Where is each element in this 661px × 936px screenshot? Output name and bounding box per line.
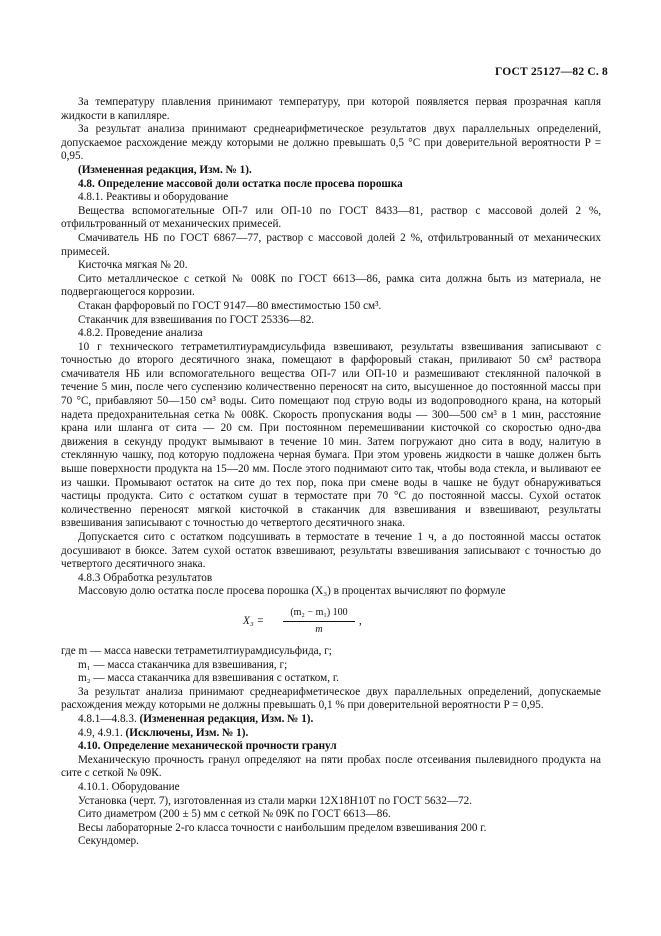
formula <box>61 606 601 640</box>
document-body <box>61 96 601 849</box>
paragraph: Допускается сито с остатком подсушивать в термостате в течение 1 ч, а до постоянной массы остаток досушивают в бюксе. Затем сухой остаток взвешивают, результаты взвешивания записывают с точностью до четвертого десятичного знака. <box>61 531 601 571</box>
paragraph: Стаканчик для взвешивания по ГОСТ 25336—82. <box>78 313 315 326</box>
section-heading: 4.8. Определение массовой доли остатка после просева порошка <box>78 177 403 190</box>
definition: m₂ — масса стаканчика для взвешивания с остатком, г. <box>78 672 339 685</box>
formula-fraction <box>283 606 355 636</box>
paragraph: За температуру плавления принимают температуру, при которой появляется первая прозрачная капля жидкости в капилляре. <box>61 96 601 122</box>
clause-range: 4.8.1—4.8.3. <box>78 712 140 725</box>
paragraph: Кисточка мягкая № 20. <box>78 259 188 272</box>
paragraph: Смачиватель НБ по ГОСТ 6867—77, раствор с массовой долей 2 %, отфильтрованный от механических примесей. <box>61 231 601 258</box>
paragraph: Секундомер. <box>78 835 139 848</box>
page-header: ГОСТ 25127—82 С. 8 <box>495 66 608 78</box>
amendment-note <box>61 713 601 727</box>
amendment-note: (Измененная редакция, Изм. № 1). <box>78 163 252 176</box>
paragraph: 10 г технического тетраметилтиурамдисульфида взвешивают, результаты взвешивания записывают с точностью до второго десятичного знака, помещают в фарфоровый стакан, приливают 50 см³ раствора смачивателя НБ или вспомогательного вещества ОП-7 или ОП-10 и размешивают стеклянной палочкой в течение 5 мин, после чего суспензию количественно переносят на сито, высушенное до постоянной массы при 70 °С, прибавляют 50—150 см³ воды. Сито помещают под струю воды из водопроводного крана, на который надета предохранительная сетка № 008К. Скорость пропускания воды — 300—500 см³ в 1 мин, расстояние крана или шланга от сита — 20 см. При постоянном перемешивании кисточкой со скоростью одно-два движения в секунду продукт вымывают в течение 10 мин. Затем погружают дно сита в воду, налитую в стеклянную чашку, под которую подложена черная бумага. При этом уровень жидкости в чашке должен быть выше поверхности продукта на 15—20 мм. После этого поднимают сито так, чтобы вода стекла, и выливают ее из чашки. Промывают остаток на сите до тех пор, пока при смене воды в чашке не будут обнаруживаться частицы продукта. Сито с остатком сушат в термостате при 70 °С до постоянной массы. Сухой остаток количественно переносят мягкой кисточкой в стаканчик для взвешивания и взвешивают, результаты взвешивания записывают с точностью до четвертого десятичного знака. <box>61 340 601 530</box>
subsection-heading: 4.10.1. Оборудование <box>78 780 180 793</box>
paragraph: Установка (черт. 7), изготовленная из стали марки 12Х18Н10Т по ГОСТ 5632—72. <box>78 794 472 807</box>
paragraph: Весы лабораторные 2-го класса точности с наибольшим пределом взвешивания 200 г. <box>78 821 487 834</box>
amendment-text: (Исключены, Изм. № 1). <box>125 726 249 739</box>
paragraph: Вещества вспомогательные ОП-7 или ОП-10 по ГОСТ 8433—81, раствор с массовой долей 2 %, отфильтрованный от механических примесей. <box>61 204 601 231</box>
definition: где m — масса навески тетраметилтиурамдисульфида, г; <box>61 644 332 657</box>
paragraph: За результат анализа принимают среднеарифметическое результатов двух параллельных определений, допускаемое расхождение между которыми не должно превышать 0,5 °С при доверительной вероятности P = 0,95. <box>61 123 601 163</box>
subsection-heading: 4.8.1. Реактивы и оборудование <box>78 191 229 204</box>
formula-denominator: m <box>315 623 323 635</box>
paragraph: Сито диаметром (200 ± 5) мм с сеткой № 09К по ГОСТ 6613—86. <box>78 808 391 821</box>
paragraph: За результат анализа принимают среднеарифметическое двух параллельных определений, допускаемые расхождения между которыми не должны превышать 0,1 % при доверительной вероятности P = 0,95. <box>61 685 601 712</box>
amendment-note <box>61 727 601 741</box>
section-heading: 4.10. Определение механической прочности гранул <box>78 740 337 753</box>
paragraph: Массовую долю остатка после просева порошка (X₃) в процентах вычисляют по формуле <box>78 585 506 598</box>
formula-lhs: X₃ = <box>243 614 265 627</box>
paragraph: Механическую прочность гранул определяют на пяти пробах после отсеивания пылевидного продукта на сите с сеткой № 09К. <box>61 753 601 780</box>
clause-range: 4.9, 4.9.1. <box>78 726 126 739</box>
subsection-heading: 4.8.3 Обработка результатов <box>78 571 213 584</box>
paragraph: Сито металлическое с сеткой № 008К по ГОСТ 6613—86, рамка сита должна быть из материала, не подвергающегося коррозии. <box>61 272 601 299</box>
formula-comma: , <box>359 614 362 627</box>
amendment-text: (Измененная редакция, Изм. № 1). <box>139 712 314 725</box>
paragraph: Стакан фарфоровый по ГОСТ 9147—80 вместимостью 150 см³. <box>78 299 382 312</box>
subsection-heading: 4.8.2. Проведение анализа <box>78 327 203 340</box>
definition: m₁ — масса стаканчика для взвешивания, г; <box>78 658 288 671</box>
formula-numerator: (m₂ − m₁) 100 <box>283 606 355 622</box>
